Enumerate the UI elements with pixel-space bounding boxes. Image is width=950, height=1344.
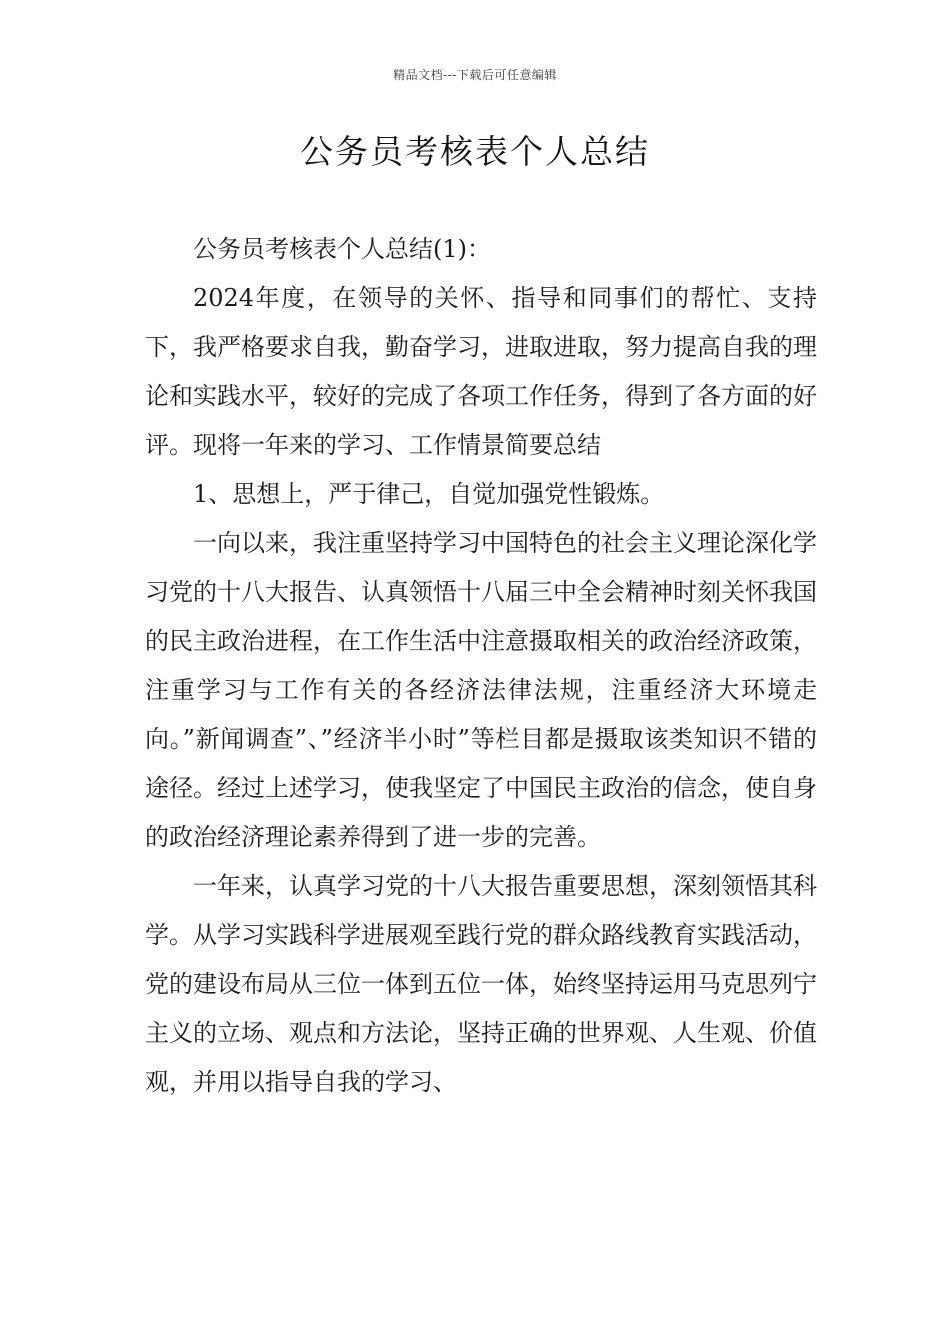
paragraph-body: 一向以来，我注重坚持学习中国特色的社会主义理论深化学习党的十八大报告、认真领悟十八届三中全会精神时刻关怀我国的民主政治进程，在工作生活中注意摄取相关的政治经济政策，注重学习与工作有关的各经济法律法规，注重经济大环境走向。”新闻调查”、”经济半小时”等栏目都是摄取该类知识不错的途径。经过上述学习，使我坚定了中国民主政治的信念，使自身的政治经济理论素养得到了进一步的完善。 [145, 529, 817, 851]
document-body [145, 225, 817, 1107]
paragraph-section-heading: 1、思想上，严于律己，自觉加强党性锻炼。 [193, 480, 665, 508]
paragraph-subtitle: 公务员考核表个人总结(1)： [193, 235, 491, 263]
header-note: 精品文档---下载后可任意编辑 [393, 68, 557, 82]
document-title: 公务员考核表个人总结 [300, 132, 650, 171]
paragraph-body: 一年来，认真学习党的十八大报告重要思想，深刻领悟其科学。从学习实践科学进展观至践行党的群众路线教育实践活动，党的建设布局从三位一体到五位一体，始终坚持运用马克思列宁主义的立场、观点和方法论，坚持正确的世界观、人生观、价值观，并用以指导自我的学习、 [145, 872, 817, 1096]
paragraph-intro: 2024年度，在领导的关怀、指导和同事们的帮忙、支持下，我严格要求自我，勤奋学习，进取进取，努力提高自我的理论和实践水平，较好的完成了各项工作任务，得到了各方面的好评。现将一年来的学习、工作情景简要总结 [145, 284, 817, 459]
